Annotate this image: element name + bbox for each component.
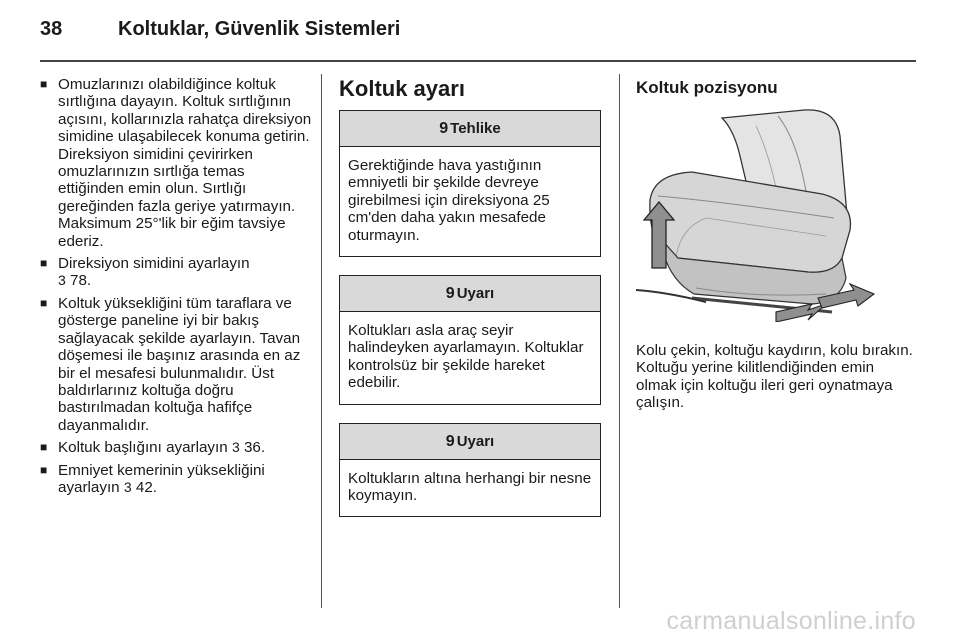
column-divider — [321, 74, 322, 608]
bullet-text: Emniyet kemerinin yüksekliğini ayarlayın — [58, 461, 265, 496]
bullet-item — [40, 462, 312, 497]
page-ref-icon: 3 — [123, 478, 132, 495]
bullet-text: Koltuk başlığını ayarlayın — [58, 439, 228, 457]
seat-adjustment-illustration — [636, 108, 898, 322]
page-ref-link[interactable]: 42. — [135, 478, 158, 496]
watermark-text: carmanualsonline.info — [666, 607, 916, 635]
caution-box — [339, 275, 601, 405]
page-number: 38 — [40, 18, 63, 40]
caution-box-text: Koltukları asla araç seyir halindeyken ayarlamayın. Koltuklar kontrolsüz bir şekilde hareket edebilir. — [348, 322, 584, 392]
bullet-item — [40, 76, 312, 250]
warning-triangle-icon: 9 — [439, 120, 449, 137]
page-ref-icon: 3 — [231, 439, 240, 456]
seat-position-column — [636, 78, 916, 412]
seat-adjustment-heading: Koltuk ayarı — [339, 76, 465, 101]
caution-box-text: Koltukların altına herhangi bir nesne koymayın. — [348, 469, 592, 505]
instructions-column — [40, 76, 312, 501]
warning-triangle-icon: 9 — [445, 285, 455, 303]
bullet-item — [40, 439, 312, 456]
danger-box-text: Gerektiğinde hava yastığının emniyetli bir şekilde devreye girebilmesi için direksiyona 25 cm'den daha yakın mesafede oturmayın. — [348, 157, 550, 244]
bullet-text: Koltuk yüksekliğini tüm taraflara ve gösterge paneline iyi bir bakış sağlayacak şekilde ayarlayın. Tavan döşemesi ile başınız arasında en az bir el mesafesi bulunmalıdır. Üst baldırlarınız koltuğa doğru bastırılmadan koltuğa hafifçe dayanmalıdır. — [58, 294, 301, 434]
page-ref-icon: 3 — [58, 272, 66, 289]
danger-box-header — [340, 111, 600, 147]
caution-box — [339, 423, 601, 518]
column-divider — [619, 74, 620, 608]
caution-box-header — [340, 276, 600, 312]
danger-box — [339, 110, 601, 257]
seat-adjustment-column — [339, 76, 601, 535]
bullet-item — [40, 255, 312, 290]
bullet-item — [40, 295, 312, 434]
caution-box-title: Uyarı — [456, 432, 495, 450]
caution-box-title: Uyarı — [456, 285, 495, 303]
page-ref-link[interactable]: 36. — [243, 439, 266, 457]
section-title: Koltuklar, Güvenlik Sistemleri — [118, 18, 401, 40]
bullet-text: Direksiyon simidini ayarlayın — [58, 255, 250, 273]
bullet-text: Omuzlarınızı olabildiğince koltuk sırtlığına dayayın. Koltuk sırtlığının açısını, kollarınızla rahatça direksiyon simidine ulaşabilecek konuma getirin. Direksiyon simidini çevirirken omuzlarınızın sırtlığa temas ettiğinden emin olun. Sırtlığı gereğinden fazla geriye yatırmayın. Maksimum 25°'lik bir eğim tavsiye ederiz. — [58, 76, 312, 250]
seat-position-instructions: Kolu çekin, koltuğu kaydırın, kolu bırakın. Koltuğu yerine kilitlendiğinden emin olmak için koltuğu ileri geri oynatmaya çalışın. — [636, 342, 913, 412]
header-rule — [40, 60, 916, 62]
seat-position-heading: Koltuk pozisyonu — [636, 78, 778, 97]
warning-triangle-icon: 9 — [445, 432, 455, 450]
danger-box-title: Tehlike — [450, 120, 501, 137]
caution-box-header — [340, 424, 600, 460]
page-ref-link[interactable]: 78. — [70, 272, 92, 290]
